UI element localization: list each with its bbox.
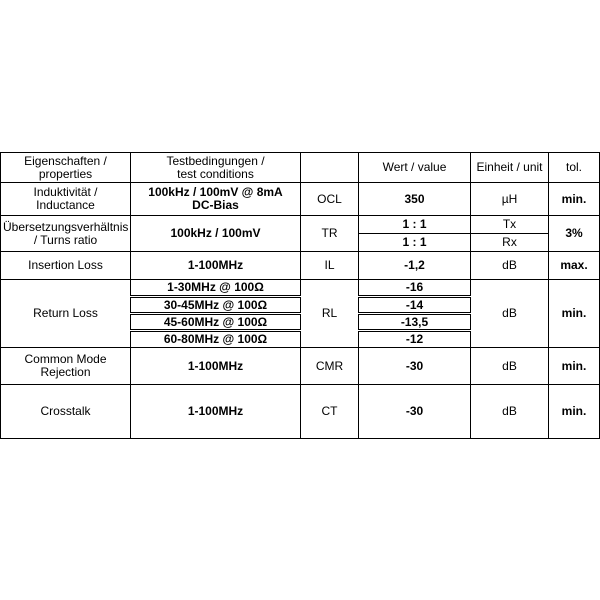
unit-cell: Tx [471,216,549,234]
condition-cell: 30-45MHz @ 100Ω [131,297,301,314]
symbol-cell: IL [301,252,359,280]
symbol-cell: RL [301,280,359,348]
condition-cell: 100kHz / 100mV @ 8mA DC-Bias [131,183,301,216]
condition-cell: 1-30MHz @ 100Ω [131,280,301,297]
condition-cell: 1-100MHz [131,252,301,280]
tol-cell: min. [549,183,600,216]
tol-cell: min. [549,280,600,348]
header-symbol [301,153,359,183]
value-cell: 1 : 1 [359,216,471,234]
unit-cell: dB [471,252,549,280]
header-tol: tol. [549,153,600,183]
condition-cell: 45-60MHz @ 100Ω [131,314,301,331]
unit-cell: dB [471,348,549,385]
value-cell: -30 [359,385,471,439]
symbol-cell: TR [301,216,359,252]
tol-cell: 3% [549,216,600,252]
value-cell: -30 [359,348,471,385]
unit-cell: dB [471,385,549,439]
tol-cell: max. [549,252,600,280]
property-cell: Induktivität / Inductance [1,183,131,216]
condition-cell: 1-100MHz [131,385,301,439]
table-row [1,280,600,297]
property-cell: Übersetzungsverhältnis / Turns ratio [1,216,131,252]
symbol-cell: CT [301,385,359,439]
property-cell: Return Loss [1,280,131,348]
unit-cell: dB [471,280,549,348]
value-cell: -16 [359,280,471,297]
table-row [1,252,600,280]
condition-cell: 60-80MHz @ 100Ω [131,331,301,348]
header-row [1,153,600,183]
value-cell: 350 [359,183,471,216]
value-cell: -12 [359,331,471,348]
table-row [1,216,600,234]
condition-cell: 100kHz / 100mV [131,216,301,252]
tol-cell: min. [549,385,600,439]
value-cell: -14 [359,297,471,314]
symbol-cell: OCL [301,183,359,216]
header-conditions: Testbedingungen / test conditions [131,153,301,183]
property-cell: Insertion Loss [1,252,131,280]
header-unit: Einheit / unit [471,153,549,183]
header-properties: Eigenschaften / properties [1,153,131,183]
property-cell: Crosstalk [1,385,131,439]
symbol-cell: CMR [301,348,359,385]
value-cell: 1 : 1 [359,234,471,252]
spec-table [0,152,600,439]
table-row [1,348,600,385]
header-value: Wert / value [359,153,471,183]
value-cell: -13,5 [359,314,471,331]
table-row [1,385,600,439]
condition-cell: 1-100MHz [131,348,301,385]
tol-cell: min. [549,348,600,385]
property-cell: Common Mode Rejection [1,348,131,385]
table-row [1,183,600,216]
unit-cell: Rx [471,234,549,252]
unit-cell: µH [471,183,549,216]
value-cell: -1,2 [359,252,471,280]
